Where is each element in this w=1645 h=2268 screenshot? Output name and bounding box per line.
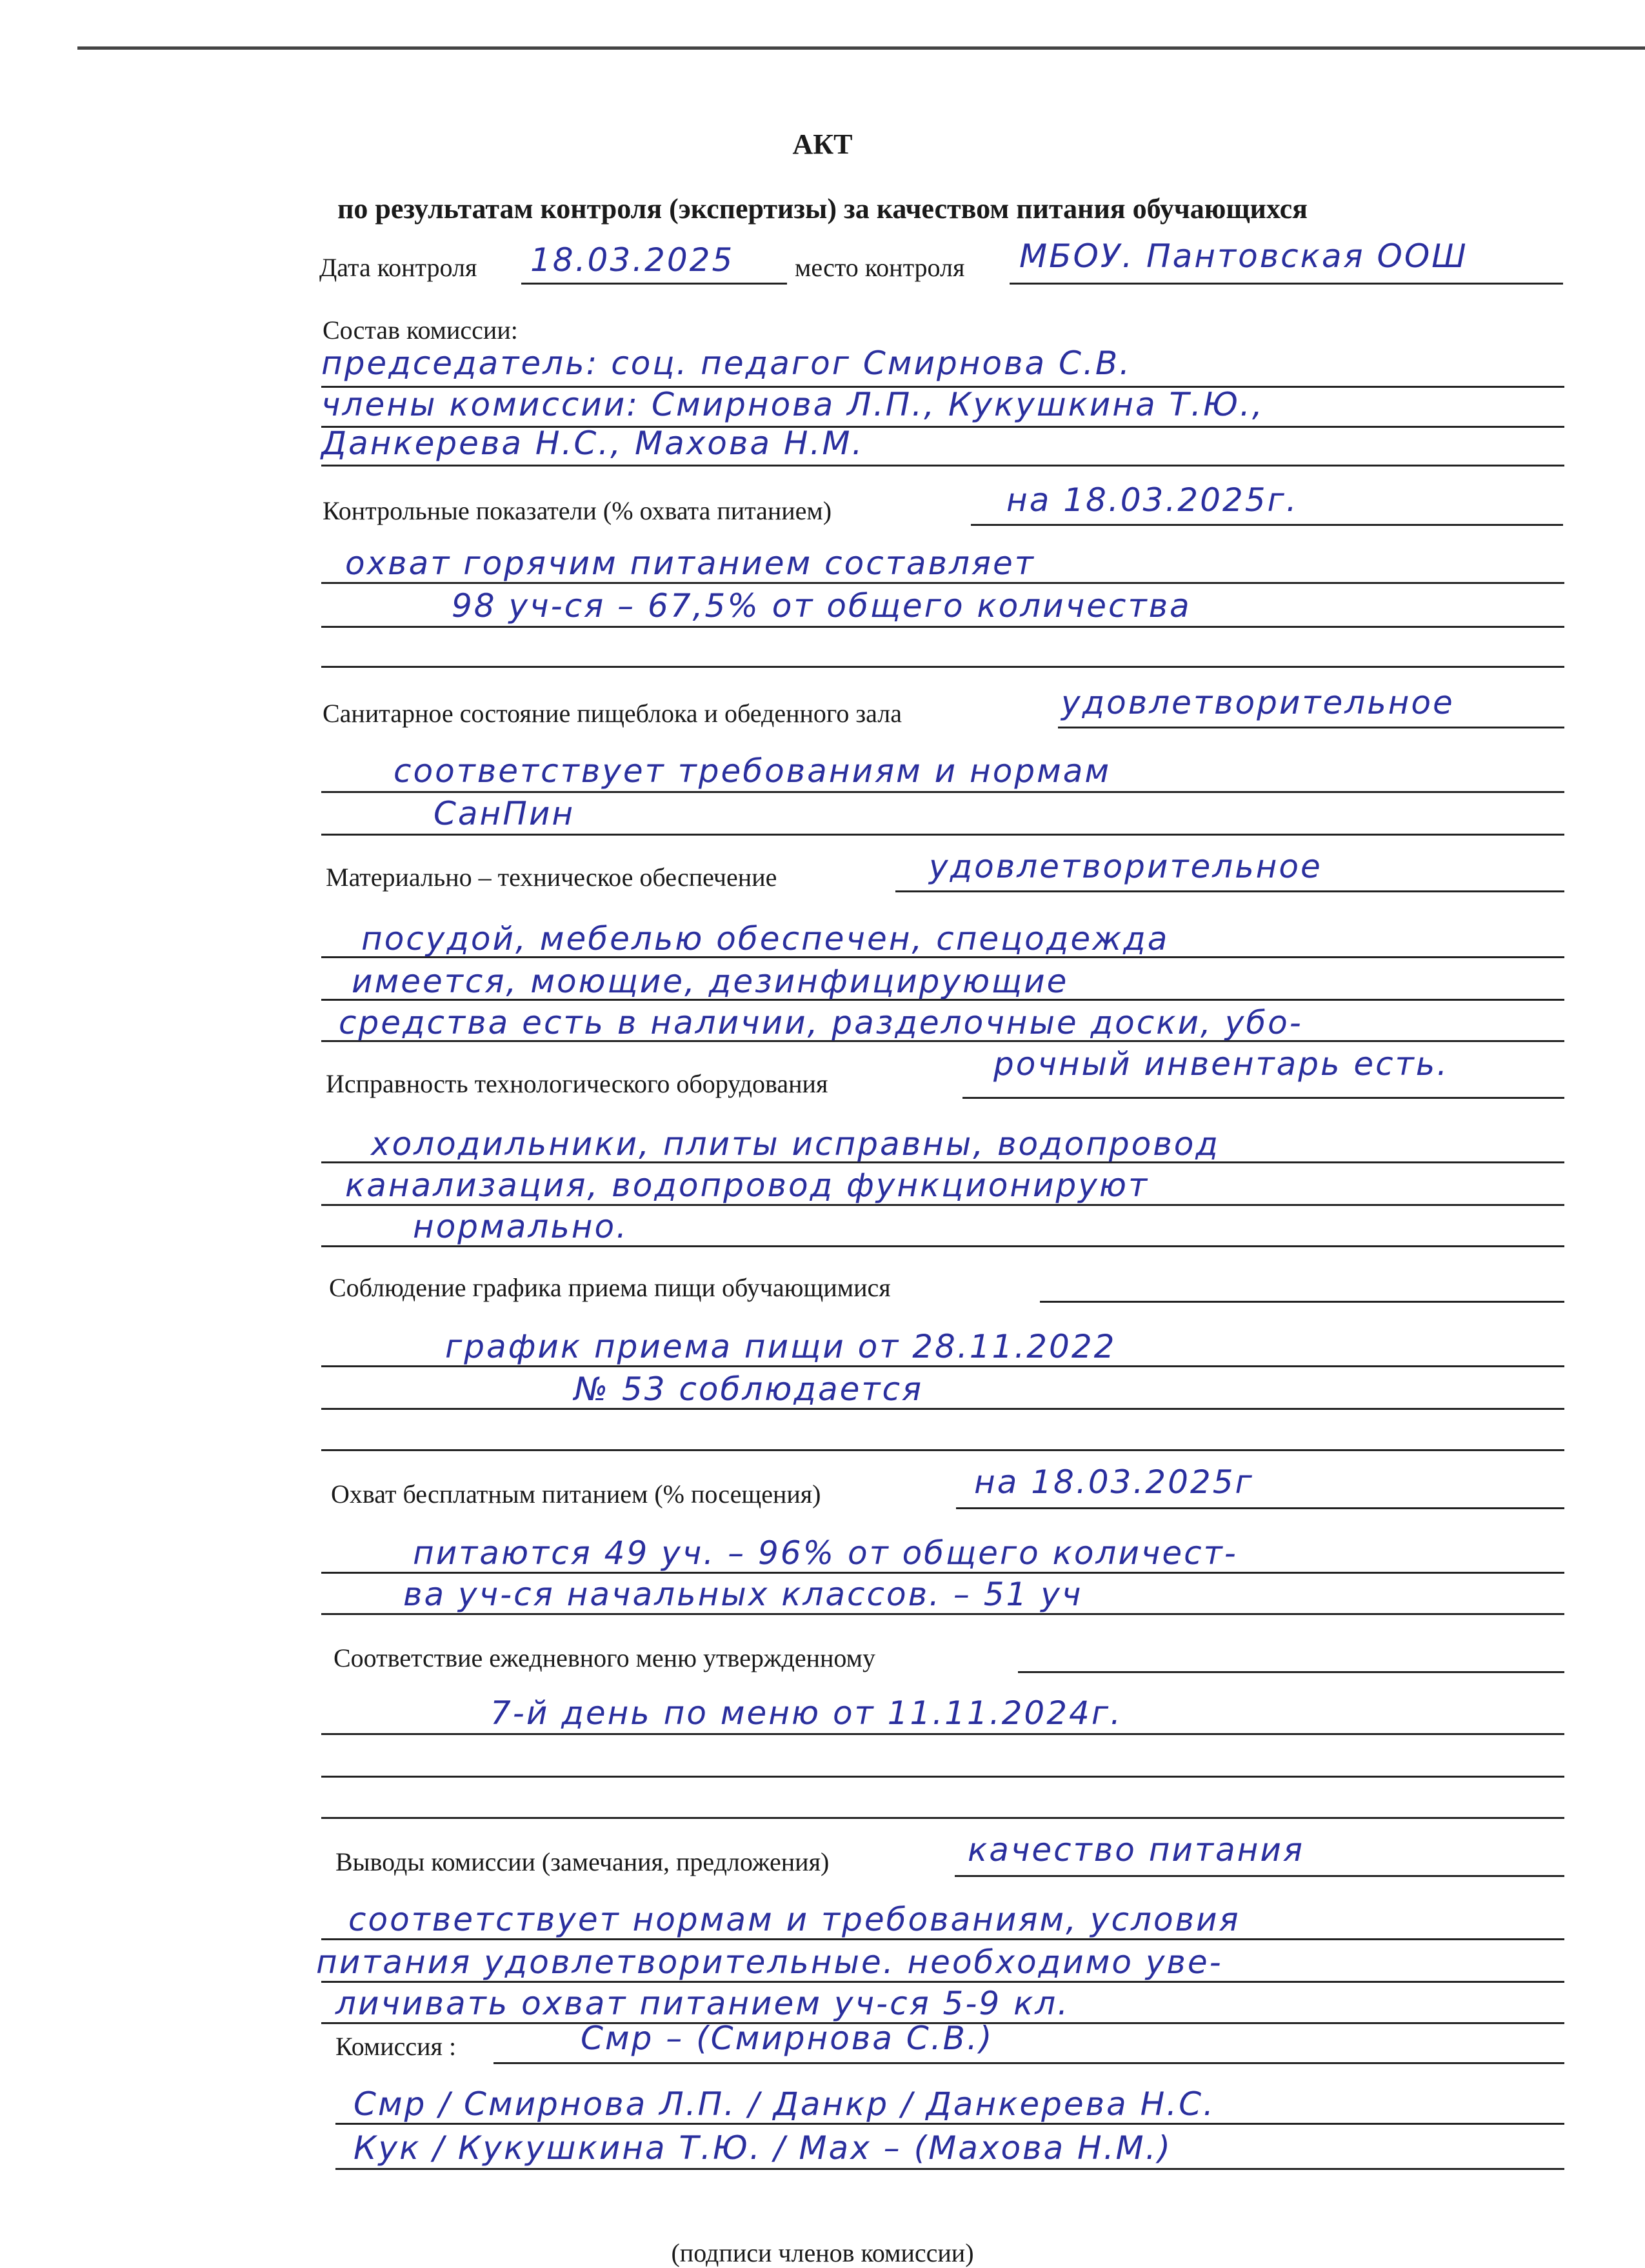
coverage-line-0 xyxy=(971,524,1563,526)
conclusions-text-3: личивать охват питанием уч-ся 5-9 кл. xyxy=(335,1985,1070,2022)
signature-line-0 xyxy=(494,2062,1564,2064)
sanitary-value: удовлетворительное xyxy=(1061,684,1455,721)
date-value: 18.03.2025 xyxy=(530,241,735,279)
equipment-text-1: холодильники, плиты исправны, водопровод xyxy=(371,1125,1220,1163)
place-line xyxy=(1010,283,1563,285)
sanitary-line-1 xyxy=(321,791,1564,793)
sanitary-text-2: СанПин xyxy=(434,795,575,832)
coverage-text-1: охват горячим питанием составляет xyxy=(345,545,1035,582)
coverage-value: на 18.03.2025г. xyxy=(1006,481,1299,519)
conclusions-text-2: питания удовлетворительные. необходимо уве- xyxy=(316,1943,1223,1981)
equipment-text-3: нормально. xyxy=(413,1208,628,1245)
menu-line-1 xyxy=(321,1733,1564,1735)
coverage-line-3 xyxy=(321,666,1564,668)
free-meal-label: Охват бесплатным питанием (% посещения) xyxy=(331,1480,821,1509)
schedule-line-0 xyxy=(1040,1301,1564,1303)
material-text-3: средства есть в наличии, разделочные доски, убо- xyxy=(339,1004,1303,1041)
signature-text-2: Смр / Смирнова Л.П. / Данкр / Данкерева Н.С. xyxy=(354,2085,1215,2123)
free-meal-value: на 18.03.2025г xyxy=(974,1463,1254,1501)
date-label: Дата контроля xyxy=(319,253,477,282)
document-title: АКТ xyxy=(792,128,853,160)
scan-top-edge-line xyxy=(77,46,1645,50)
commission-text-3: Данкерева Н.С., Махова Н.М. xyxy=(321,425,864,462)
signature-line-1 xyxy=(335,2123,1564,2125)
sanitary-text-1: соответствует требованиям и нормам xyxy=(394,752,1112,790)
material-text-4: рочный инвентарь есть. xyxy=(993,1045,1450,1083)
material-label: Материально – техническое обеспечение xyxy=(326,863,777,892)
signature-line-2 xyxy=(335,2168,1564,2170)
equipment-line-2 xyxy=(321,1204,1564,1206)
conclusions-text-1: соответствует нормам и требованиям, условия xyxy=(348,1901,1241,1938)
commission-text-1: председатель: соц. педагог Смирнова С.В. xyxy=(321,345,1132,382)
schedule-text-2: № 53 соблюдается xyxy=(574,1370,924,1408)
coverage-label: Контрольные показатели (% охвата питанием) xyxy=(323,496,832,525)
schedule-label: Соблюдение графика приема пищи обучающимися xyxy=(329,1273,891,1302)
sanitary-label: Санитарное состояние пищеблока и обеденного зала xyxy=(323,699,902,728)
menu-text-1: 7-й день по меню от 11.11.2024г. xyxy=(490,1694,1123,1732)
menu-line-0 xyxy=(1018,1671,1564,1673)
equipment-label: Исправность технологического оборудования xyxy=(326,1069,828,1098)
menu-label: Соответствие ежедневного меню утвержденному xyxy=(334,1643,875,1672)
coverage-line-2 xyxy=(321,626,1564,628)
conclusions-label: Выводы комиссии (замечания, предложения) xyxy=(335,1847,830,1876)
coverage-line-1 xyxy=(321,582,1564,584)
coverage-text-2: 98 уч-ся – 67,5% от общего количества xyxy=(452,587,1191,625)
conclusions-value: качество питания xyxy=(968,1831,1304,1869)
conclusions-line-0 xyxy=(955,1875,1564,1877)
free-meal-line-1 xyxy=(321,1572,1564,1574)
sanitary-line-2 xyxy=(321,834,1564,836)
free-meal-text-2: ва уч-ся начальных классов. – 51 уч xyxy=(403,1576,1083,1613)
place-label: место контроля xyxy=(795,253,965,282)
commission-text-2: члены комиссии: Смирнова Л.П., Кукушкина Т.Ю., xyxy=(321,386,1264,423)
place-value: МБОУ. Пантовская ООШ xyxy=(1019,237,1468,275)
schedule-line-1 xyxy=(321,1365,1564,1367)
document-subtitle: по результатам контроля (экспертизы) за качеством питания обучающихся xyxy=(337,193,1308,225)
menu-line-3 xyxy=(321,1817,1564,1819)
material-text-2: имеется, моющие, дезинфицирующие xyxy=(352,963,1069,1000)
schedule-line-3 xyxy=(321,1449,1564,1451)
schedule-text-1: график приема пищи от 28.11.2022 xyxy=(445,1328,1117,1365)
date-line xyxy=(521,283,787,285)
signatures-caption: (подписи членов комиссии) xyxy=(671,2238,974,2267)
commission-line-3 xyxy=(321,465,1564,467)
menu-line-2 xyxy=(321,1776,1564,1778)
signature-label: Комиссия : xyxy=(335,2032,457,2061)
free-meal-line-0 xyxy=(956,1507,1564,1509)
conclusions-line-1 xyxy=(321,1938,1564,1940)
free-meal-text-1: питаются 49 уч. – 96% от общего количест- xyxy=(413,1534,1238,1572)
material-value: удовлетворительное xyxy=(929,848,1322,885)
material-line-0 xyxy=(895,890,1564,892)
equipment-line-3 xyxy=(321,1245,1564,1247)
material-text-1: посудой, мебелью обеспечен, спецодежда xyxy=(361,920,1170,958)
free-meal-line-2 xyxy=(321,1613,1564,1615)
equipment-line-0 xyxy=(962,1097,1564,1099)
commission-label: Состав комиссии: xyxy=(323,316,518,345)
signature-text-3: Кук / Кукушкина Т.Ю. / Мах – (Махова Н.М.) xyxy=(354,2129,1173,2167)
schedule-line-2 xyxy=(321,1408,1564,1410)
signature-text-1: Смр – (Смирнова С.В.) xyxy=(581,2020,994,2057)
equipment-text-2: канализация, водопровод функционируют xyxy=(345,1167,1150,1204)
sanitary-line-0 xyxy=(1058,727,1564,728)
conclusions-line-2 xyxy=(321,1981,1564,1983)
